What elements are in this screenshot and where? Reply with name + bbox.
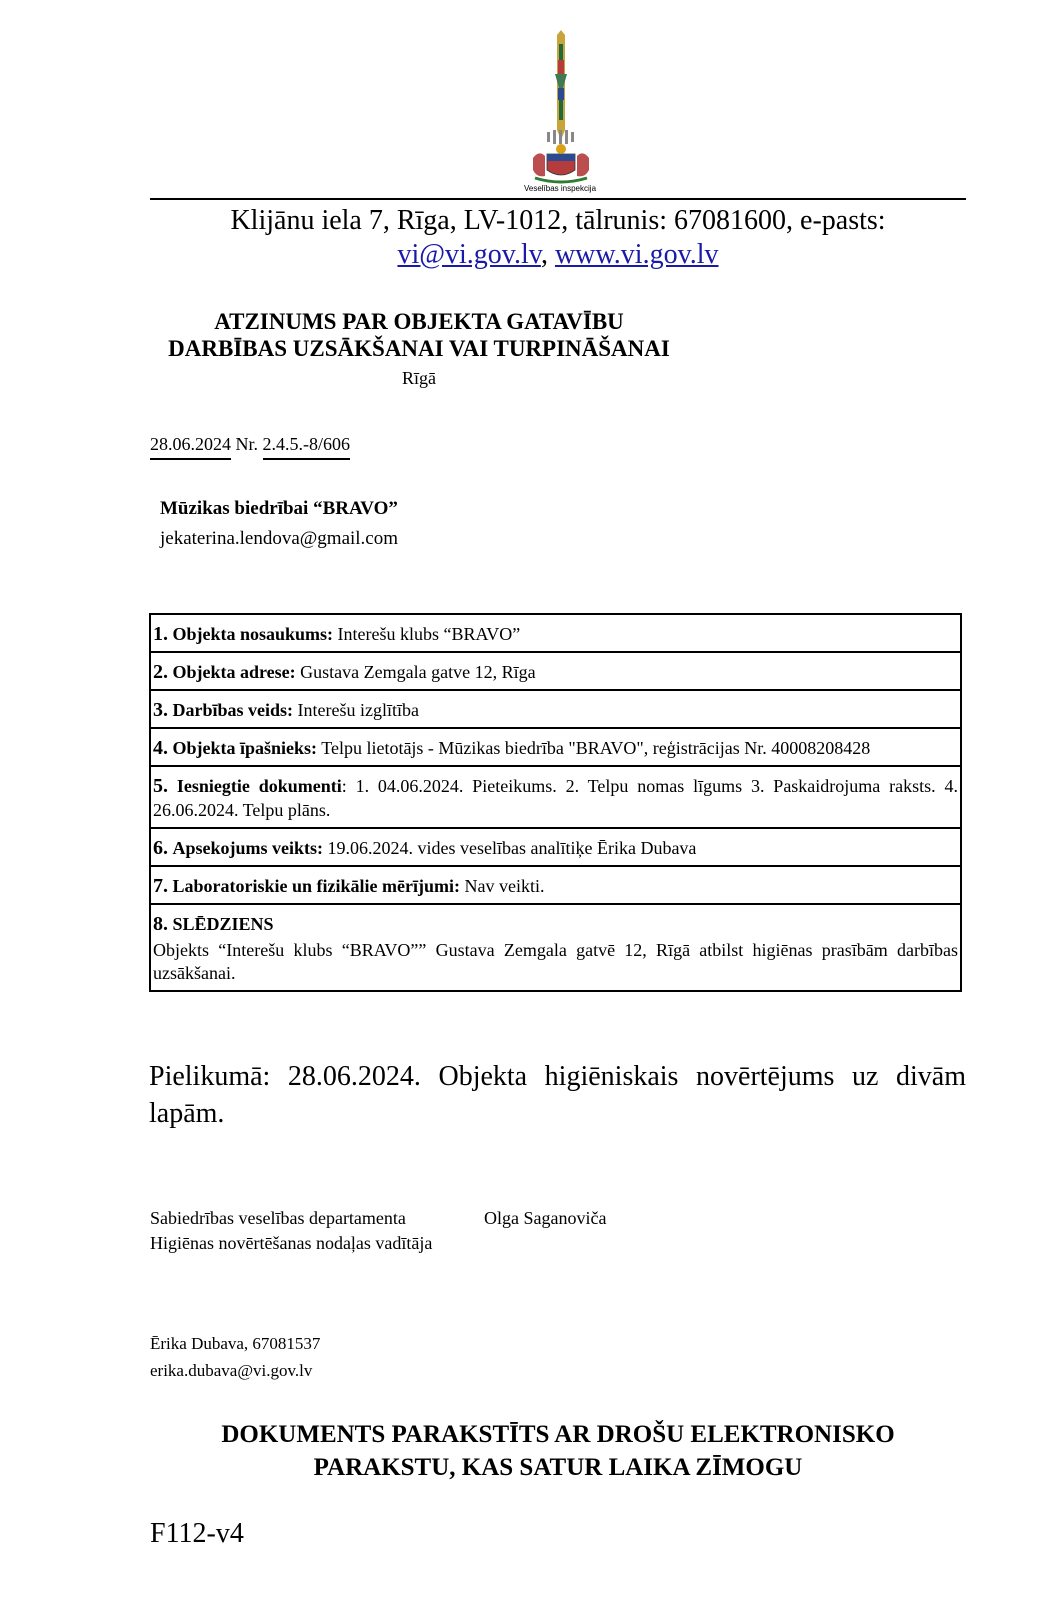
item-number: 4.	[153, 737, 168, 759]
item-value: : 1. 04.06.2024. Pieteikums. 2. Telpu nomas līgums 3. Paskaidrojuma raksts. 4. 26.06.2024. Telpu plāns.	[153, 776, 958, 820]
item-number: 3.	[153, 699, 168, 721]
table-row	[150, 828, 961, 866]
table-cell	[150, 766, 961, 828]
recipient-email: jekaterina.lendova@gmail.com	[160, 528, 399, 549]
document-date: 28.06.2024	[150, 433, 231, 460]
document-title-line2: DARBĪBAS UZSĀKŠANAI VAI TURPINĀŠANAI	[168, 336, 670, 361]
document-reference	[150, 433, 350, 460]
conclusion-text: Objekts “Interešu klubs “BRAVO”” Gustava Zemgala gatvē 12, Rīgā atbilst higiēnas prasībām darbības uzsākšanai.	[153, 940, 958, 983]
contact-name-phone: Ērika Dubava, 67081537	[150, 1334, 321, 1353]
table-cell	[150, 866, 961, 904]
conclusion-heading: SLĒDZIENS	[172, 914, 274, 934]
item-number: 2.	[153, 661, 168, 683]
email-link[interactable]: vi@vi.gov.lv	[397, 239, 541, 270]
signer-position-line2: Higiēnas novērtēšanas nodaļas vadītāja	[150, 1233, 433, 1253]
object-info-table	[149, 613, 962, 992]
institution-address: Klijānu iela 7, Rīga, LV-1012, tālrunis: 67081600, e-pasts:	[230, 205, 886, 236]
appendix-note: Pielikumā: 28.06.2024. Objekta higiēniskais novērtējums uz divām lapām.	[149, 1061, 966, 1129]
item-value: Interešu izglītība	[297, 700, 419, 720]
electronic-signature-note	[150, 1418, 966, 1484]
table-cell	[150, 904, 961, 991]
document-place: Rīgā	[402, 368, 436, 388]
table-cell	[150, 614, 961, 652]
table-row	[150, 690, 961, 728]
document-title	[150, 308, 688, 362]
item-label: Objekta īpašnieks:	[172, 738, 318, 758]
table-cell	[150, 828, 961, 866]
item-label: Objekta nosaukums:	[172, 624, 334, 644]
item-value: Telpu lietotājs - Mūzikas biedrība "BRAVO", reģistrācijas Nr. 40008208428	[321, 738, 871, 758]
item-label: Darbības veids:	[172, 700, 294, 720]
signer-position-line1: Sabiedrības veselības departamenta	[150, 1208, 406, 1228]
table-row	[150, 766, 961, 828]
table-cell	[150, 728, 961, 766]
institution-links	[150, 239, 966, 271]
contact-block	[150, 1330, 320, 1384]
item-label: Objekta adrese:	[172, 662, 296, 682]
website-link[interactable]: www.vi.gov.lv	[554, 239, 719, 270]
logo	[505, 30, 615, 200]
item-value: Nav veikti.	[464, 876, 545, 896]
item-label: Laboratoriskie un fizikālie mērījumi:	[172, 876, 460, 896]
document-title-line1: ATZINUMS PAR OBJEKTA GATAVĪBU	[214, 309, 624, 334]
item-number: 6.	[153, 837, 168, 859]
signature-note-line2: PARAKSTU, KAS SATUR LAIKA ZĪMOGU	[313, 1454, 803, 1481]
table-row	[150, 866, 961, 904]
document-number-label: Nr.	[235, 434, 258, 454]
item-value: Interešu klubs “BRAVO”	[337, 624, 521, 644]
signature-note-line1: DOKUMENTS PARAKSTĪTS AR DROŠU ELEKTRONISKO	[221, 1421, 895, 1448]
link-separator: ,	[540, 239, 548, 270]
table-row	[150, 904, 961, 991]
table-cell	[150, 690, 961, 728]
item-number: 7.	[153, 875, 168, 897]
item-value: Gustava Zemgala gatve 12, Rīga	[300, 662, 536, 682]
table-cell	[150, 652, 961, 690]
table-row	[150, 728, 961, 766]
header-divider	[150, 198, 966, 200]
item-value: 19.06.2024. vides veselības analītiķe Ērika Dubava	[327, 838, 697, 858]
form-code: F112-v4	[150, 1518, 244, 1549]
item-label: Apsekojums veikts:	[172, 838, 324, 858]
table-row	[150, 614, 961, 652]
signer-position	[150, 1206, 432, 1256]
item-number: 1.	[153, 623, 168, 645]
document-number: 2.4.5.-8/606	[263, 433, 351, 460]
table-row	[150, 652, 961, 690]
contact-email: erika.dubava@vi.gov.lv	[150, 1361, 313, 1380]
item-number: 5.	[153, 775, 168, 797]
item-number: 8.	[153, 913, 168, 935]
latvian-coat-of-arms-icon	[505, 30, 615, 200]
signer-name: Olga Saganoviča	[484, 1208, 607, 1228]
recipient-name: Mūzikas biedrībai “BRAVO”	[160, 498, 398, 519]
item-label: Iesniegtie dokumenti	[176, 776, 342, 796]
logo-caption: Veselības inspekcija	[523, 184, 597, 193]
